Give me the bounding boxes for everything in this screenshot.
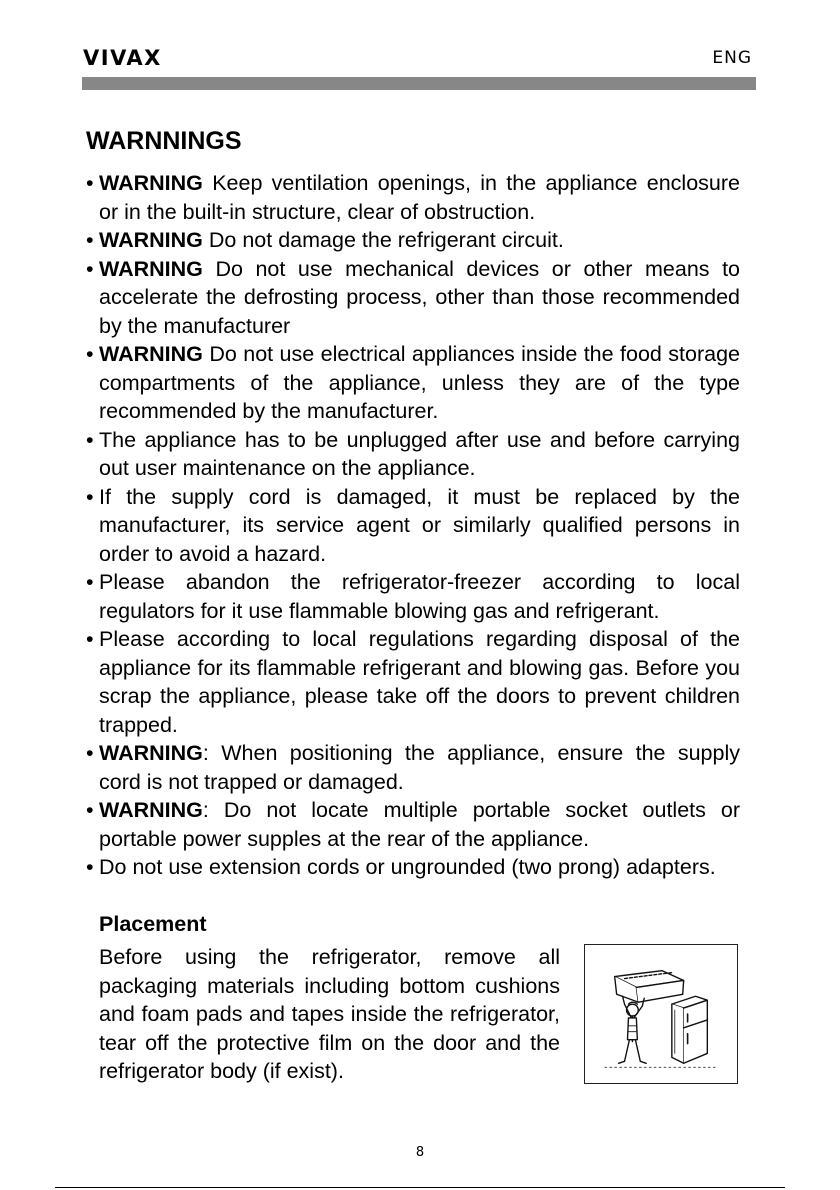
warning-text: Keep ventilation openings, in the appliance enclosure or in the built-in structure, clear of obstruction.: [99, 171, 740, 224]
warning-text: Please abandon the refrigerator-freezer according to local regulators for it use flammable blowing gas and refrigerant.: [99, 570, 740, 623]
list-item: [86, 483, 740, 569]
header-divider: [82, 77, 756, 90]
list-item: [86, 739, 740, 796]
list-item: [86, 226, 740, 255]
list-item: [86, 568, 740, 625]
warning-text: Do not damage the refrigerant circuit.: [202, 228, 564, 252]
warning-text: If the supply cord is damaged, it must be replaced by the manufacturer, its service agent or similarly qualified persons in order to avoid a hazard.: [99, 484, 740, 566]
warning-text: Do not use extension cords or ungrounded (two prong) adapters.: [99, 855, 716, 879]
warning-text: Do not use electrical appliances inside the food storage compartments of the appliance, unless they are of the type recommended by the manufacturer.: [99, 342, 740, 423]
placement-heading: Placement: [99, 912, 207, 936]
warnings-list: [86, 169, 740, 882]
warning-text: : Do not locate multiple portable socket outlets or portable power supples at the rear of the appliance.: [99, 798, 740, 851]
list-item: [86, 169, 740, 226]
warning-label: WARNING: [99, 741, 203, 765]
warning-text: The appliance has to be unplugged after use and before carrying out user maintenance on the appliance.: [99, 427, 740, 480]
page-number: 8: [415, 1145, 425, 1160]
placement-text: Before using the refrigerator, remove all packaging materials including bottom cushions and foam pads and tapes inside the refrigerator, tear off the protective film on the door and the refrigerator body (if exist).: [99, 945, 560, 1083]
warning-label: WARNING: [99, 798, 203, 822]
warning-label: WARNING: [99, 256, 203, 281]
list-item: [86, 255, 740, 341]
person-carrying-box-illustration: [585, 945, 737, 1083]
list-item: [86, 796, 740, 853]
warning-label: WARNING: [99, 171, 203, 195]
warning-text: Please according to local regulations regarding disposal of the appliance for its flammable refrigerant and blowing gas. Before you scrap the appliance, please take off the doors to prevent children trapped.: [99, 627, 740, 737]
list-item: [86, 340, 740, 426]
list-item: [86, 426, 740, 483]
list-item: [86, 625, 740, 739]
unpacking-illustration: [584, 944, 738, 1084]
language-label: ENG: [712, 48, 752, 68]
section-title: WARNNINGS: [86, 127, 242, 155]
footer-divider: [55, 1187, 785, 1188]
brand-logo: VIVAX: [83, 46, 162, 70]
warning-label: WARNING: [99, 342, 203, 366]
warning-text: : When positioning the appliance, ensure the supply cord is not trapped or damaged.: [99, 741, 740, 794]
warning-label: WARNING: [99, 228, 203, 252]
list-item: [86, 853, 740, 882]
warning-text: Do not use mechanical devices or other means to accelerate the defrosting process, other than those recommended by the manufacturer: [99, 256, 740, 338]
